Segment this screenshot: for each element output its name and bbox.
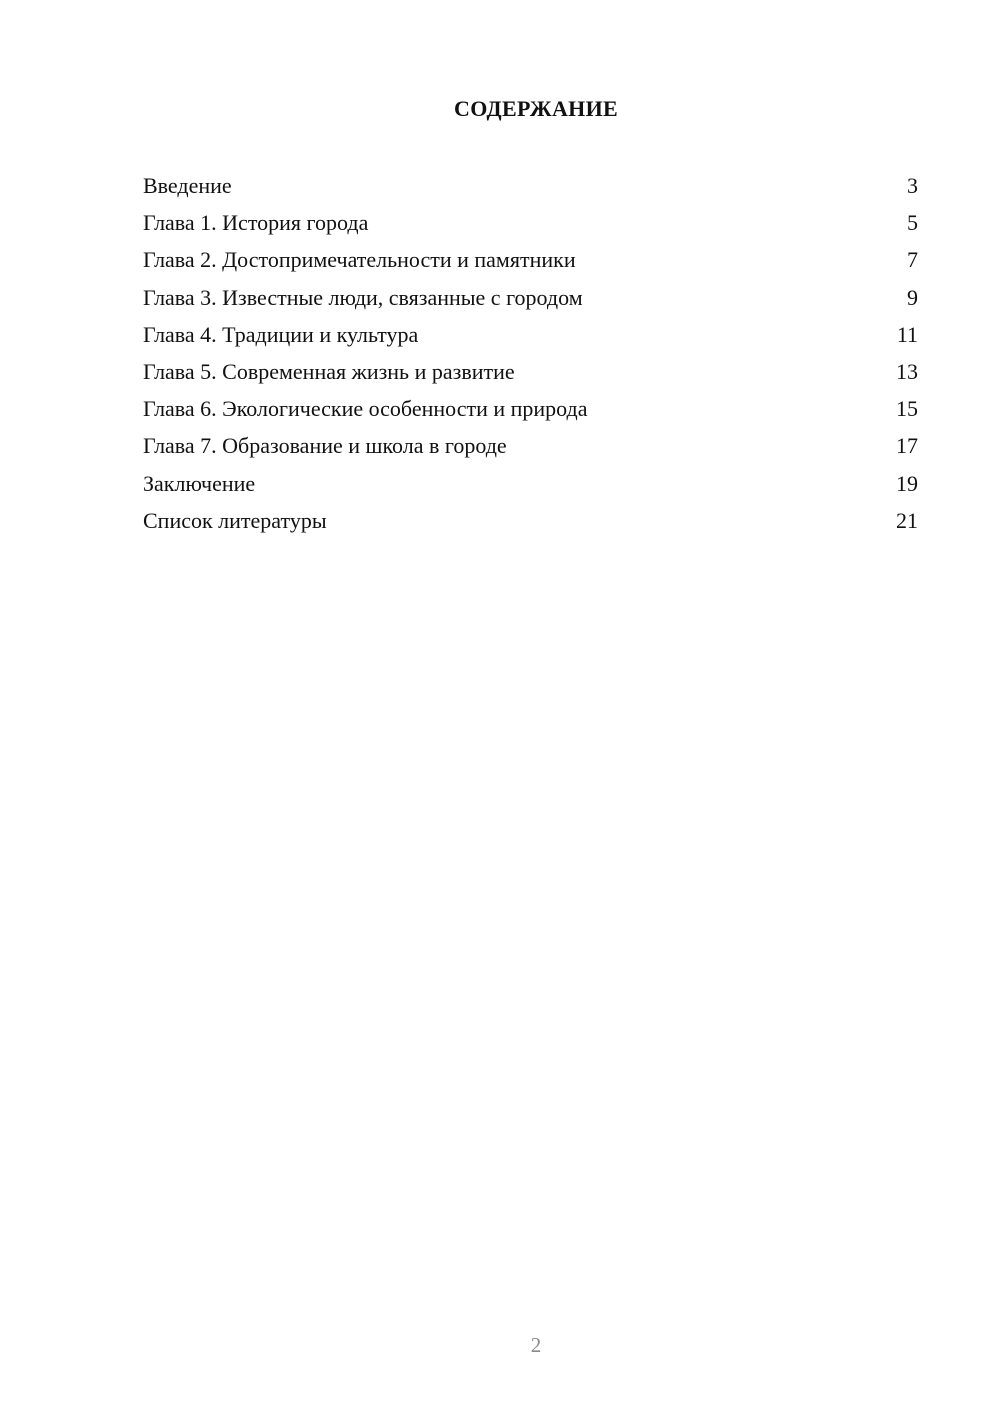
toc-entry-page: 9: [907, 284, 918, 310]
table-of-contents: [143, 167, 918, 539]
toc-entry-page: 7: [907, 247, 918, 273]
toc-entry-page: 19: [896, 470, 918, 496]
toc-entry-page: 17: [896, 433, 918, 459]
toc-entry-page: 21: [896, 507, 918, 533]
toc-entry-page: 15: [896, 396, 918, 422]
toc-entry-chapter-3: [143, 279, 918, 316]
toc-entry-page: 5: [907, 210, 918, 236]
toc-entry-label: Глава 6. Экологические особенности и природа: [143, 396, 588, 422]
toc-entry-label: Глава 4. Традиции и культура: [143, 321, 419, 347]
toc-entry-label: Глава 1. История города: [143, 210, 369, 236]
toc-entry-introduction: [143, 167, 918, 204]
page-number: 2: [530, 1333, 542, 1357]
toc-entry-chapter-2: [143, 241, 918, 278]
toc-entry-chapter-6: [143, 390, 918, 427]
toc-entry-label: Глава 5. Современная жизнь и развитие: [143, 358, 515, 384]
toc-entry-page: 11: [896, 321, 918, 347]
toc-title: СОДЕРЖАНИЕ: [454, 96, 618, 121]
toc-entry-label: Введение: [143, 173, 232, 198]
toc-entry-chapter-5: [143, 353, 918, 390]
toc-entry-chapter-7: [143, 427, 918, 464]
toc-entry-page: 3: [907, 173, 918, 198]
toc-entry-conclusion: [143, 465, 918, 502]
toc-entry-label: Список литературы: [143, 507, 327, 533]
toc-entry-page: 13: [896, 358, 918, 384]
toc-entry-label: Заключение: [143, 470, 256, 496]
toc-entry-label: Глава 3. Известные люди, связанные с городом: [143, 284, 583, 310]
toc-entry-label: Глава 7. Образование и школа в городе: [143, 433, 507, 459]
toc-entry-chapter-4: [143, 316, 918, 353]
toc-entry-bibliography: [143, 502, 918, 539]
toc-entry-label: Глава 2. Достопримечательности и памятники: [143, 247, 576, 273]
toc-entry-chapter-1: [143, 204, 918, 241]
